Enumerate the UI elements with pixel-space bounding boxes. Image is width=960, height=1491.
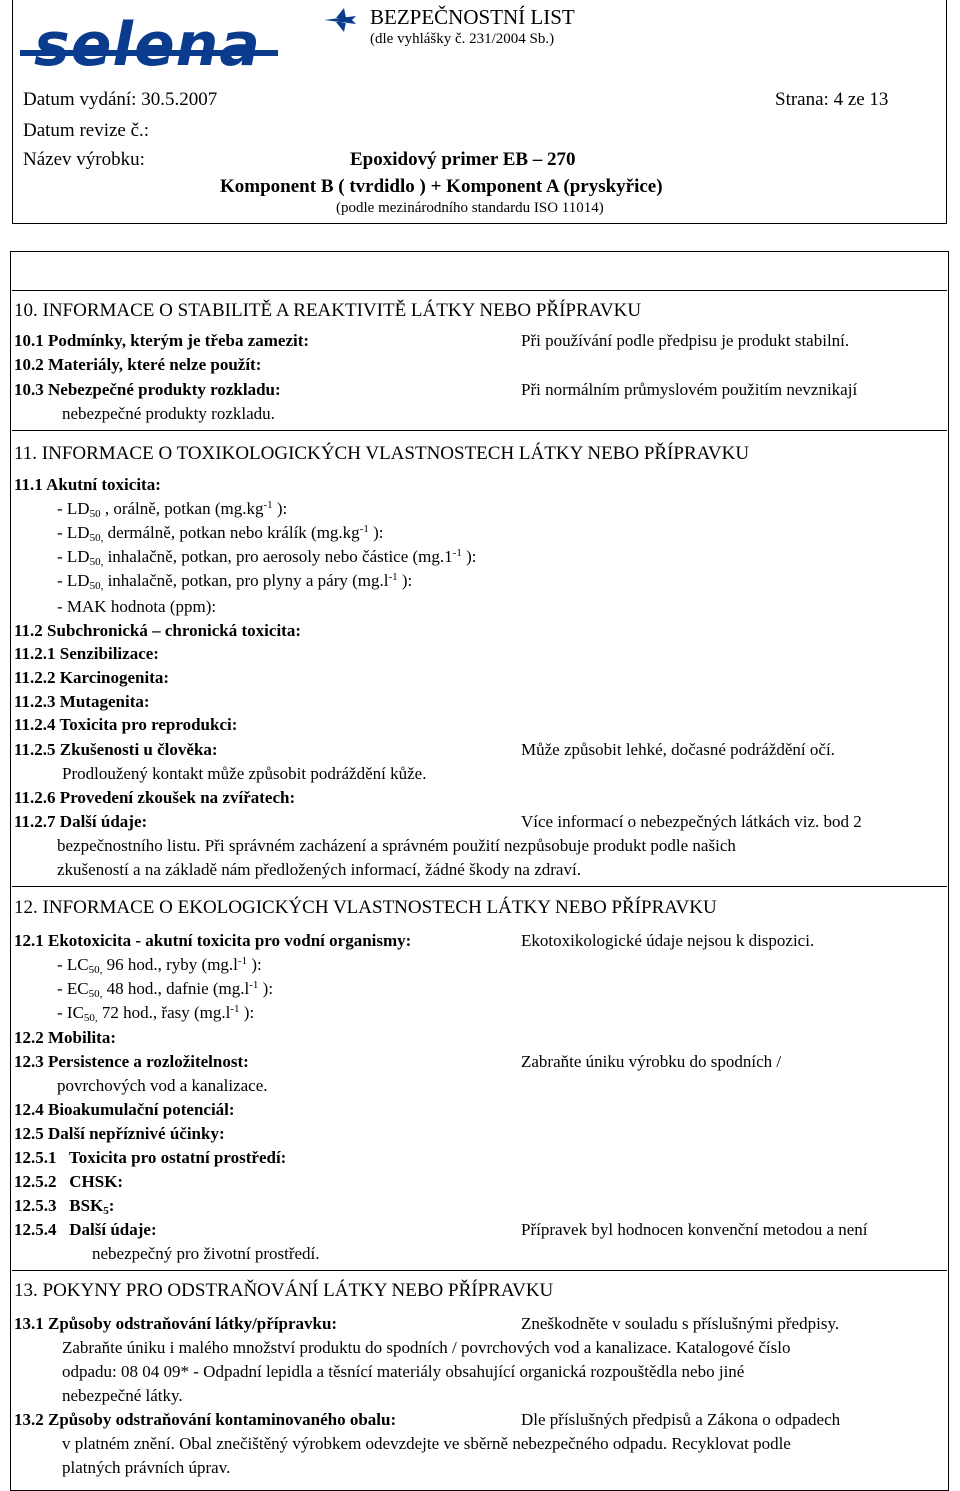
- s13-1-value: Zneškodněte v souladu s příslušnými předpisy.: [521, 1314, 840, 1333]
- s12-5-4-label: 12.5.4 Další údaje:: [14, 1220, 157, 1239]
- issue-date: Datum vydání: 30.5.2007: [23, 89, 218, 110]
- s10-1-label: 10.1 Podmínky, kterým je třeba zamezit:: [14, 331, 310, 350]
- s12-3-value: Zabraňte úniku výrobku do spodních /: [521, 1052, 782, 1071]
- s13-1-label: 13.1 Způsoby odstraňování látky/přípravku:: [14, 1314, 338, 1333]
- lc50-fish: - $LC_{50,}$ 96 hod., ryby ($mg.l^{-1}$ ):: [57, 955, 262, 976]
- s12-2-label: 12.2 Mobilita:: [14, 1028, 116, 1047]
- s10-3-cont: nebezpečné produkty rozkladu.: [62, 404, 275, 423]
- ld50-oral: - $LD_{50}$ , orálně, potkan ($mg.kg^{-1}$ ):: [57, 499, 288, 520]
- s13-1-cont2: odpadu: 08 04 09* - Odpadní lepidla a těsnící materiály obsahující organická rozpouštědla nebo jiné: [62, 1362, 745, 1381]
- s10-1-value: Při používání podle předpisu je produkt stabilní.: [521, 331, 850, 350]
- s13-1-cont1: Zabraňte úniku i malého množství produktu do spodních / povrchových vod a kanalizace. Katalogové číslo: [62, 1338, 791, 1357]
- s12-3-cont: povrchových vod a kanalizace.: [57, 1076, 268, 1095]
- divider: [12, 886, 947, 887]
- s10-3-label: 10.3 Nebezpečné produkty rozkladu:: [14, 380, 281, 399]
- s10-2-label: 10.2 Materiály, které nelze použít:: [14, 355, 262, 374]
- ld50-inhal-gas: - $LD_{50,}$ inhalačně, potkan, pro plyny a páry ($mg.l^{-1}$ ):: [57, 571, 413, 592]
- revision-date: Datum revize č.:: [23, 120, 150, 141]
- section-10-title: 10. INFORMACE O STABILITĚ A REAKTIVITĚ LÁTKY NEBO PŘÍPRAVKU: [14, 300, 642, 321]
- s12-4-label: 12.4 Bioakumulační potenciál:: [14, 1100, 235, 1119]
- s11-2-1-label: 11.2.1 Senzibilizace:: [14, 644, 159, 663]
- s11-2-7-cont1: bezpečnostního listu. Při správném zacházení a správném použití nezpůsobuje produkt podle našich: [57, 836, 736, 855]
- divider: [12, 290, 947, 291]
- s11-1-label: 11.1 Akutní toxicita:: [14, 475, 161, 494]
- s10-3-value: Při normálním průmyslovém použitím nevznikají: [521, 380, 858, 399]
- logo: [14, 0, 284, 82]
- s13-2-cont1: v platném znění. Obal znečištěný výrobkem odevzdejte ve sběrně nebezpečného odpadu. Recyklovat podle: [62, 1434, 791, 1453]
- ld50-dermal: - $LD_{50,}$ dermálně, potkan nebo králík ($mg.kg^{-1}$ ):: [57, 523, 384, 544]
- divider: [12, 430, 947, 431]
- ic50-algae: - $IC_{50,}$ 72 hod., řasy ($mg.l^{-1}$ ):: [57, 1003, 255, 1024]
- doc-title: BEZPEČNOSTNÍ LIST: [370, 5, 575, 29]
- section-11-title: 11. INFORMACE O TOXIKOLOGICKÝCH VLASTNOSTECH LÁTKY NEBO PŘÍPRAVKU: [14, 443, 750, 464]
- page-number: Strana: 4 ze 13: [775, 89, 889, 110]
- s11-2-3-label: 11.2.3 Mutagenita:: [14, 692, 150, 711]
- standard-note: (podle mezinárodního standardu ISO 11014): [336, 200, 604, 216]
- s13-2-value: Dle příslušných předpisů a Zákona o odpadech: [521, 1410, 841, 1429]
- s11-2-7-cont2: zkušeností a na základě nám předložených informací, žádné škody na zdraví.: [57, 860, 581, 879]
- s11-2-5-value: Může způsobit lehké, dočasné podráždění očí.: [521, 740, 835, 759]
- product-components: Komponent B ( tvrdidlo ) + Komponent A (pryskyřice): [220, 176, 663, 197]
- plane-icon: [322, 6, 358, 34]
- mak-value: - MAK hodnota (ppm):: [57, 597, 217, 616]
- s12-1-value: Ekotoxikologické údaje nejsou k dispozici.: [521, 931, 815, 950]
- ld50-inhal-aerosol: - $LD_{50,}$ inhalačně, potkan, pro aerosoly nebo částice ($mg.1^{-1}$ ):: [57, 547, 477, 568]
- s12-5-1-label: 12.5.1 Toxicita pro ostatní prostředí:: [14, 1148, 287, 1167]
- s13-2-label: 13.2 Způsoby odstraňování kontaminovaného obalu:: [14, 1410, 397, 1429]
- logo-text: selena: [34, 10, 261, 80]
- s12-5-3-label: 12.5.3 $BSK_5$:: [14, 1196, 115, 1217]
- s13-1-cont3: nebezpečné látky.: [62, 1386, 183, 1405]
- s12-5-4-cont: nebezpečný pro životní prostředí.: [92, 1244, 320, 1263]
- ec50-daphnia: - $EC_{50,}$ 48 hod., dafnie ($mg.l^{-1}$ ):: [57, 979, 274, 1000]
- section-12-title: 12. INFORMACE O EKOLOGICKÝCH VLASTNOSTECH LÁTKY NEBO PŘÍPRAVKU: [14, 897, 717, 918]
- s12-3-label: 12.3 Persistence a rozložitelnost:: [14, 1052, 249, 1071]
- s11-2-5-label: 11.2.5 Zkušenosti u člověka:: [14, 740, 218, 759]
- s12-1-label: 12.1 Ekotoxicita - akutní toxicita pro vodní organismy:: [14, 931, 412, 950]
- s11-2-2-label: 11.2.2 Karcinogenita:: [14, 668, 170, 687]
- s13-2-cont2: platných právních úprav.: [62, 1458, 231, 1477]
- s11-2-4-label: 11.2.4 Toxicita pro reprodukci:: [14, 715, 238, 734]
- product-label: Název výrobku:: [23, 149, 145, 170]
- s11-2-7-label: 11.2.7 Další údaje:: [14, 812, 148, 831]
- doc-subtitle: (dle vyhlášky č. 231/2004 Sb.): [370, 31, 555, 47]
- s11-2-6-label: 11.2.6 Provedení zkoušek na zvířatech:: [14, 788, 296, 807]
- s12-5-2-label: 12.5.2 CHSK:: [14, 1172, 124, 1191]
- s11-2-5-cont: Prodloužený kontakt může způsobit podráždění kůže.: [62, 764, 427, 783]
- s12-5-4-value: Přípravek byl hodnocen konvenční metodou a není: [521, 1220, 868, 1239]
- divider: [12, 1270, 947, 1271]
- s11-2-label: 11.2 Subchronická – chronická toxicita:: [14, 621, 301, 640]
- section-13-title: 13. POKYNY PRO ODSTRAŇOVÁNÍ LÁTKY NEBO PŘÍPRAVKU: [14, 1280, 554, 1301]
- product-name: Epoxidový primer EB – 270: [350, 149, 576, 170]
- s12-5-label: 12.5 Další nepříznivé účinky:: [14, 1124, 225, 1143]
- s11-2-7-value: Více informací o nebezpečných látkách viz. bod 2: [521, 812, 862, 831]
